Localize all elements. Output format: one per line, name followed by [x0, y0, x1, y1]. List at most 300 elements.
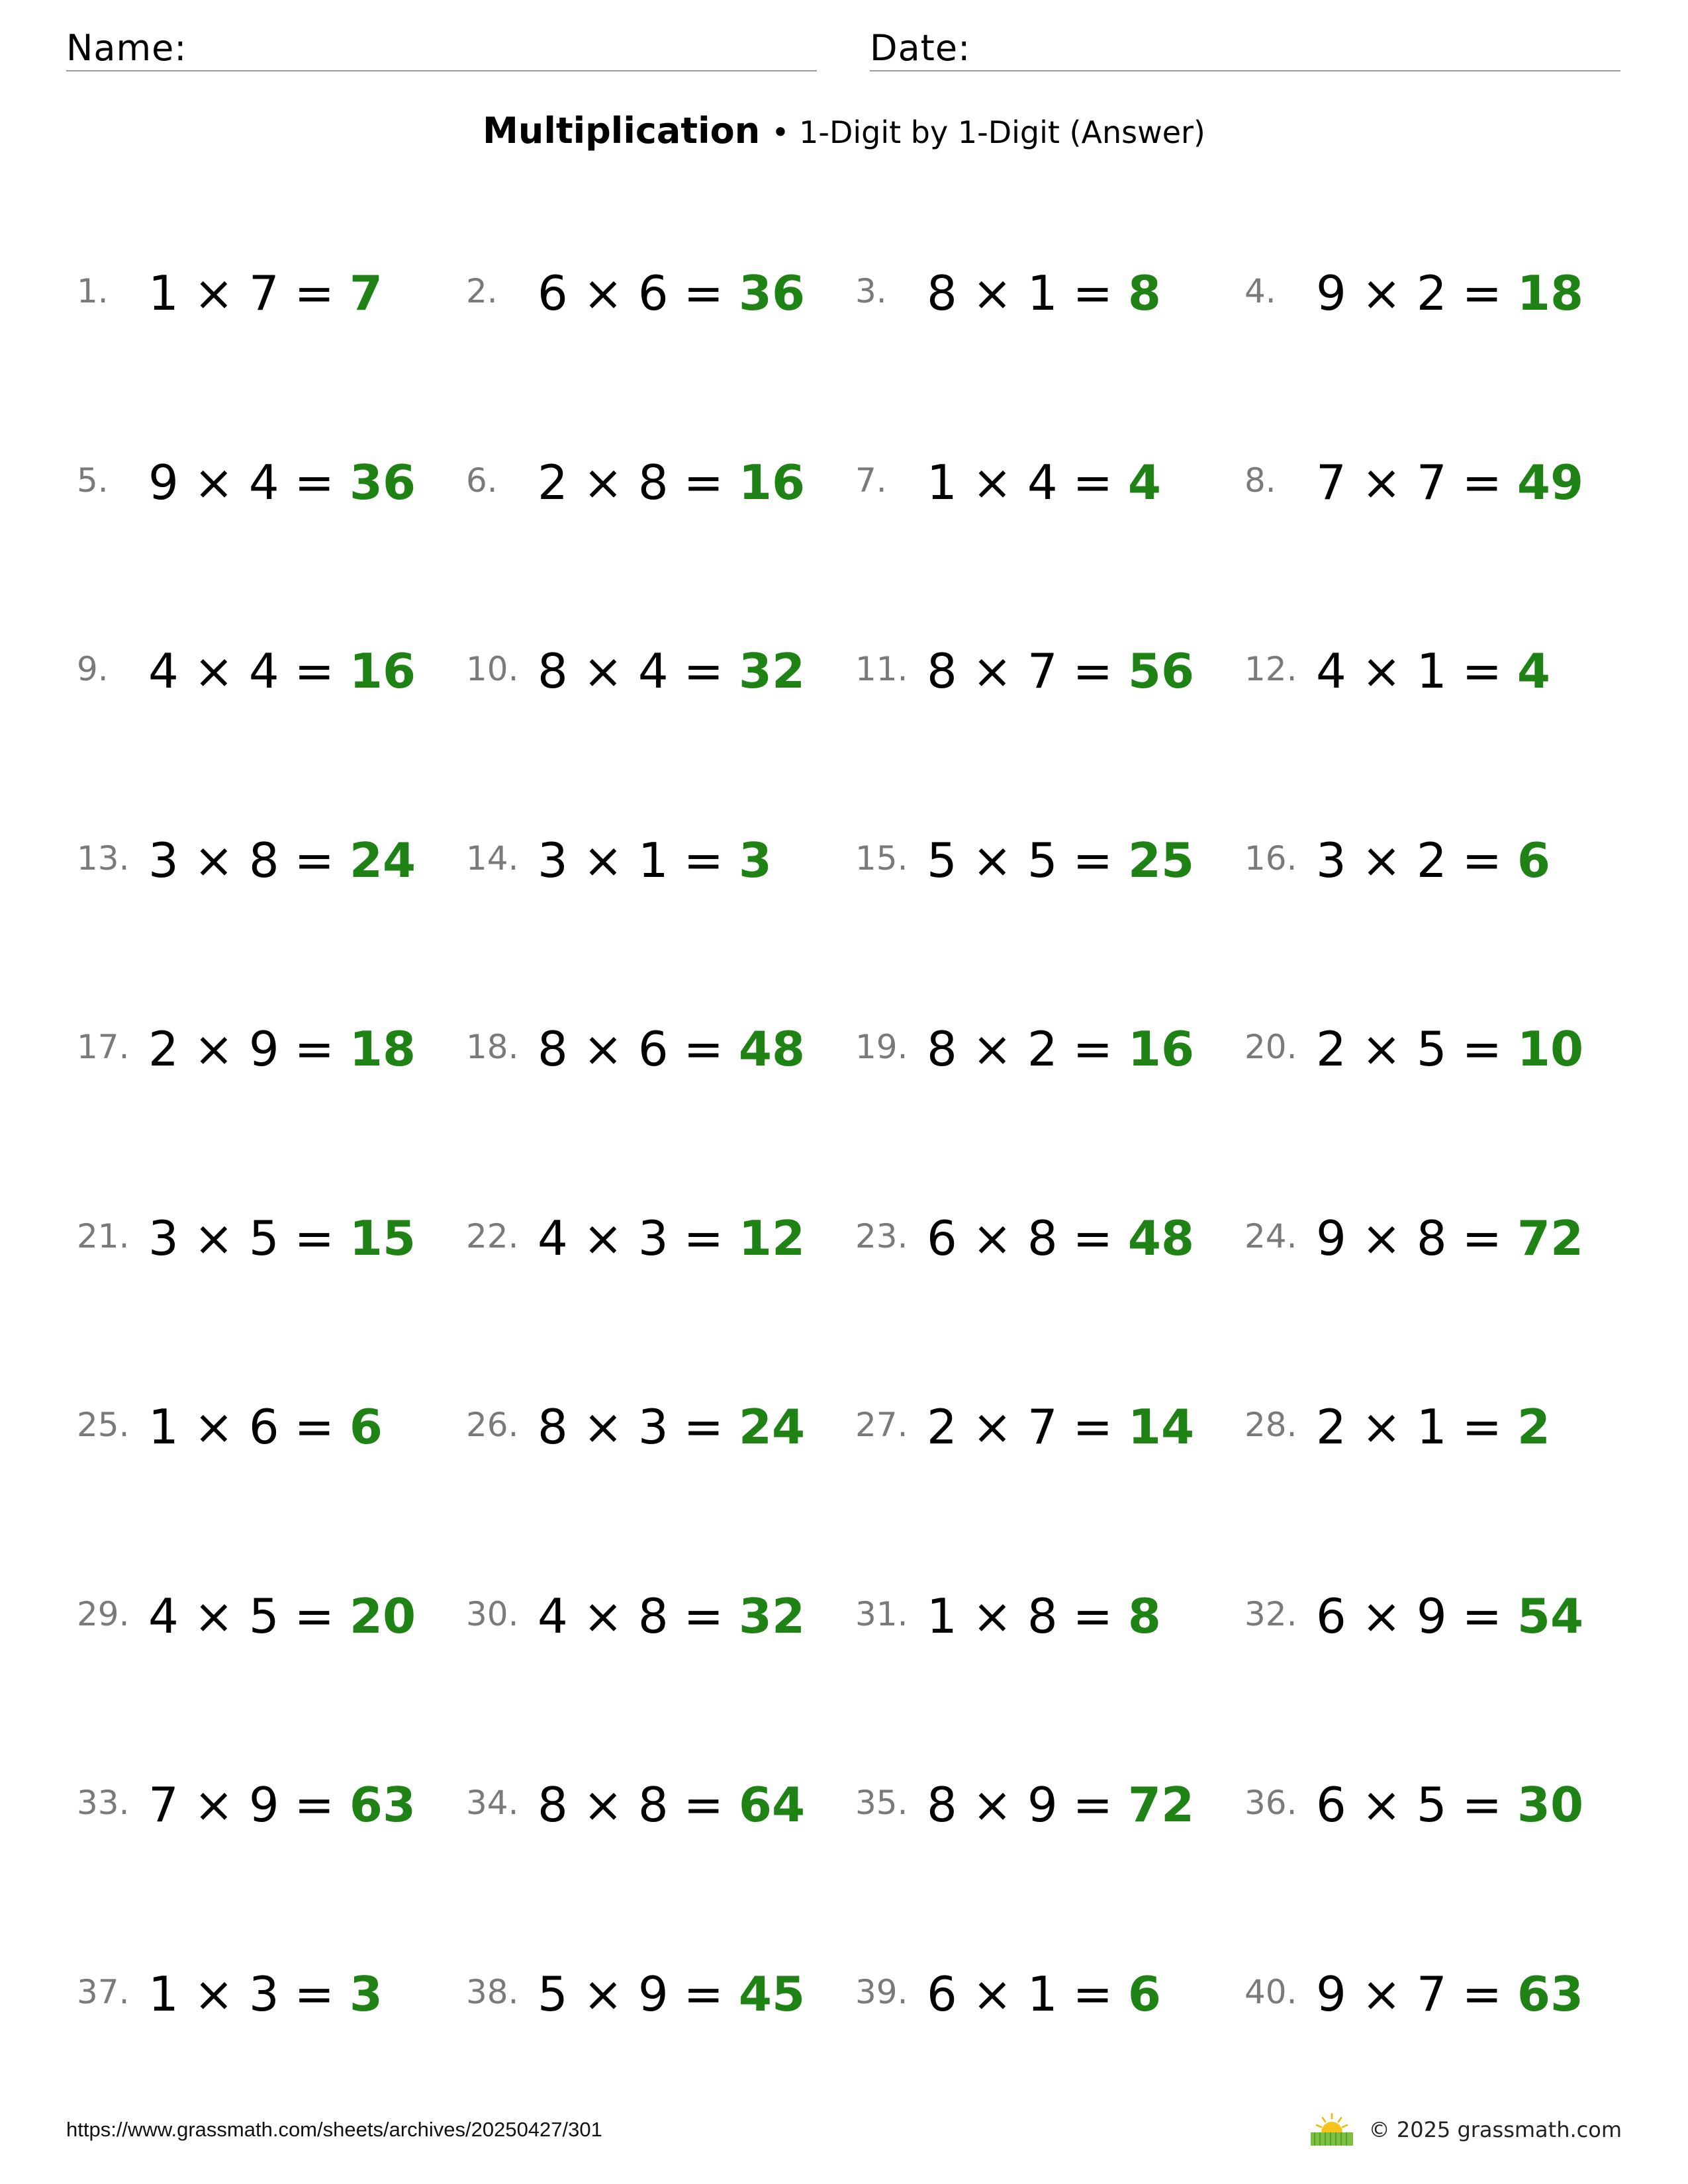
problem-number: 6. [466, 461, 498, 500]
date-label: Date: [870, 27, 971, 69]
equals-sign: = [683, 643, 724, 699]
times-sign: × [193, 1399, 234, 1455]
problem-number: 21. [77, 1217, 130, 1255]
operand-a: 1 [148, 1399, 179, 1455]
operand-b: 5 [248, 1210, 279, 1266]
operand-a: 1 [927, 1588, 957, 1644]
equals-sign: = [294, 1210, 334, 1266]
operand-b: 6 [637, 1021, 669, 1077]
operand-b: 8 [637, 1588, 669, 1644]
operand-a: 6 [1316, 1588, 1346, 1644]
problem-number: 13. [77, 839, 130, 878]
equals-sign: = [683, 1966, 724, 2022]
equals-sign: = [294, 643, 334, 699]
times-sign: × [972, 1588, 1013, 1644]
answer: 7 [349, 265, 383, 321]
answer: 6 [1127, 1966, 1161, 2022]
operand-b: 4 [248, 455, 279, 510]
times-sign: × [972, 1966, 1013, 2022]
times-sign: × [583, 455, 624, 510]
operand-b: 5 [1027, 833, 1058, 888]
problem-item [855, 446, 1226, 519]
problem-item [1244, 1390, 1615, 1463]
answer: 8 [1127, 1588, 1161, 1644]
operand-a: 6 [1316, 1777, 1346, 1833]
problem-item [466, 635, 837, 707]
answer: 4 [1517, 643, 1550, 699]
operand-a: 3 [1316, 833, 1346, 888]
operand-a: 4 [1316, 643, 1346, 699]
operand-b: 9 [1027, 1777, 1058, 1833]
problem-expression [538, 1958, 805, 2030]
problem-expression [927, 1390, 1194, 1463]
operand-a: 8 [927, 1777, 957, 1833]
operand-a: 6 [538, 265, 568, 321]
operand-b: 9 [1416, 1588, 1447, 1644]
problem-expression [148, 1202, 416, 1275]
problem-expression [1316, 635, 1550, 707]
operand-b: 7 [1027, 643, 1058, 699]
operand-a: 8 [538, 643, 568, 699]
times-sign: × [583, 1021, 624, 1077]
problem-item [466, 1768, 837, 1841]
title-subtitle: • 1-Digit by 1-Digit (Answer) [771, 114, 1205, 150]
times-sign: × [583, 833, 624, 888]
times-sign: × [1361, 1021, 1402, 1077]
answer: 20 [349, 1588, 416, 1644]
problem-expression [927, 1580, 1161, 1653]
problem-number: 39. [855, 1973, 908, 2011]
problem-item [1244, 1202, 1615, 1275]
times-sign: × [972, 1021, 1013, 1077]
operand-b: 1 [1027, 265, 1058, 321]
equals-sign: = [1462, 1021, 1502, 1077]
operand-a: 8 [538, 1777, 568, 1833]
problem-item [77, 1390, 447, 1463]
times-sign: × [193, 1966, 234, 2022]
equals-sign: = [1072, 265, 1113, 321]
problem-item [466, 824, 837, 897]
operand-a: 8 [927, 1021, 957, 1077]
problem-item [1244, 635, 1615, 707]
times-sign: × [193, 833, 234, 888]
operand-a: 8 [927, 265, 957, 321]
title-main: Multiplication [483, 110, 761, 152]
problem-number: 20. [1244, 1028, 1297, 1066]
problem-number: 9. [77, 650, 109, 688]
times-sign: × [972, 643, 1013, 699]
answer: 72 [1127, 1777, 1195, 1833]
problem-number: 32. [1244, 1595, 1297, 1633]
problem-item [855, 824, 1226, 897]
problem-expression [148, 635, 416, 707]
operand-b: 2 [1416, 833, 1447, 888]
problem-item [855, 635, 1226, 707]
answer: 54 [1517, 1588, 1584, 1644]
problem-expression [538, 635, 805, 707]
equals-sign: = [294, 1399, 334, 1455]
operand-b: 5 [1416, 1777, 1447, 1833]
problem-item [77, 1768, 447, 1841]
problem-number: 30. [466, 1595, 519, 1633]
operand-a: 2 [1316, 1021, 1346, 1077]
problem-number: 10. [466, 650, 519, 688]
times-sign: × [1361, 1210, 1402, 1266]
problem-number: 19. [855, 1028, 908, 1066]
problem-expression [538, 257, 805, 330]
times-sign: × [972, 1399, 1013, 1455]
problem-number: 14. [466, 839, 519, 878]
equals-sign: = [1462, 455, 1502, 510]
answer: 2 [1517, 1399, 1550, 1455]
problem-expression [148, 1013, 416, 1085]
answer: 3 [738, 833, 772, 888]
answer: 6 [1517, 833, 1550, 888]
answer: 48 [1127, 1210, 1195, 1266]
problem-expression [538, 1013, 805, 1085]
equals-sign: = [294, 833, 334, 888]
answer: 6 [349, 1399, 383, 1455]
problem-item [466, 1390, 837, 1463]
problem-number: 25. [77, 1406, 130, 1444]
equals-sign: = [1462, 1399, 1502, 1455]
operand-a: 2 [927, 1399, 957, 1455]
problem-item [77, 1202, 447, 1275]
problem-expression [1316, 1958, 1583, 2030]
times-sign: × [193, 643, 234, 699]
problem-number: 12. [1244, 650, 1297, 688]
problem-expression [1316, 257, 1583, 330]
problem-item [466, 1580, 837, 1653]
times-sign: × [972, 833, 1013, 888]
operand-a: 6 [927, 1966, 957, 2022]
operand-a: 8 [538, 1399, 568, 1455]
equals-sign: = [1072, 455, 1113, 510]
equals-sign: = [683, 265, 724, 321]
operand-b: 7 [1416, 1966, 1447, 2022]
times-sign: × [583, 1399, 624, 1455]
answer: 36 [738, 265, 806, 321]
equals-sign: = [683, 1021, 724, 1077]
problem-item [1244, 1013, 1615, 1085]
problem-expression [538, 1390, 805, 1463]
times-sign: × [193, 265, 234, 321]
problem-number: 38. [466, 1973, 519, 2011]
operand-b: 9 [248, 1777, 279, 1833]
problem-item [1244, 1958, 1615, 2030]
operand-b: 8 [1416, 1210, 1447, 1266]
problem-item [77, 1958, 447, 2030]
times-sign: × [1361, 643, 1402, 699]
times-sign: × [972, 1210, 1013, 1266]
times-sign: × [193, 1588, 234, 1644]
equals-sign: = [1462, 643, 1502, 699]
problem-item [466, 1958, 837, 2030]
operand-a: 9 [1316, 1966, 1346, 2022]
problem-item [855, 1580, 1226, 1653]
answer: 36 [349, 455, 416, 510]
equals-sign: = [1072, 1021, 1113, 1077]
problem-number: 36. [1244, 1784, 1297, 1822]
operand-a: 1 [927, 455, 957, 510]
operand-b: 6 [637, 265, 669, 321]
operand-b: 7 [248, 265, 279, 321]
operand-a: 4 [538, 1588, 568, 1644]
operand-a: 3 [538, 833, 568, 888]
operand-b: 5 [248, 1588, 279, 1644]
operand-b: 1 [1416, 1399, 1447, 1455]
equals-sign: = [1072, 1777, 1113, 1833]
answer: 12 [738, 1210, 806, 1266]
problem-expression [538, 1202, 805, 1275]
operand-a: 5 [538, 1966, 568, 2022]
times-sign: × [972, 455, 1013, 510]
answer: 18 [1517, 265, 1584, 321]
problem-number: 27. [855, 1406, 908, 1444]
problem-number: 4. [1244, 272, 1276, 310]
times-sign: × [583, 265, 624, 321]
operand-a: 8 [927, 643, 957, 699]
problem-item [77, 446, 447, 519]
operand-b: 1 [1416, 643, 1447, 699]
operand-b: 7 [1416, 455, 1447, 510]
equals-sign: = [294, 1966, 334, 2022]
operand-b: 7 [1027, 1399, 1058, 1455]
equals-sign: = [683, 833, 724, 888]
times-sign: × [1361, 1399, 1402, 1455]
operand-b: 3 [248, 1966, 279, 2022]
problem-number: 26. [466, 1406, 519, 1444]
operand-b: 8 [1027, 1588, 1058, 1644]
problem-item [855, 1768, 1226, 1841]
operand-a: 1 [148, 265, 179, 321]
problem-expression [927, 635, 1194, 707]
equals-sign: = [1072, 833, 1113, 888]
problem-expression [927, 1202, 1194, 1275]
problem-expression [1316, 1390, 1550, 1463]
operand-b: 3 [637, 1210, 669, 1266]
problem-item [855, 1958, 1226, 2030]
answer: 63 [349, 1777, 416, 1833]
times-sign: × [583, 1966, 624, 2022]
problem-number: 3. [855, 272, 887, 310]
problem-expression [538, 824, 772, 897]
times-sign: × [972, 265, 1013, 321]
equals-sign: = [1072, 1966, 1113, 2022]
equals-sign: = [1072, 1210, 1113, 1266]
problem-expression [148, 1580, 416, 1653]
times-sign: × [193, 455, 234, 510]
problem-item [855, 1013, 1226, 1085]
problem-item [466, 1202, 837, 1275]
problem-item [77, 1013, 447, 1085]
times-sign: × [1361, 265, 1402, 321]
equals-sign: = [294, 455, 334, 510]
answer: 49 [1517, 455, 1584, 510]
answer: 24 [349, 833, 416, 888]
problem-number: 8. [1244, 461, 1276, 500]
problem-expression [927, 1958, 1161, 2030]
operand-b: 4 [1027, 455, 1058, 510]
answer: 48 [738, 1021, 806, 1077]
problem-item [77, 257, 447, 330]
equals-sign: = [1462, 1588, 1502, 1644]
operand-a: 6 [927, 1210, 957, 1266]
answer: 16 [738, 455, 806, 510]
problem-expression [148, 257, 383, 330]
problem-expression [927, 1768, 1194, 1841]
problem-item [1244, 257, 1615, 330]
problem-expression [927, 257, 1161, 330]
times-sign: × [583, 1777, 624, 1833]
equals-sign: = [294, 1588, 334, 1644]
operand-a: 7 [148, 1777, 179, 1833]
operand-a: 2 [148, 1021, 179, 1077]
problem-number: 18. [466, 1028, 519, 1066]
problem-item [1244, 1580, 1615, 1653]
operand-a: 2 [538, 455, 568, 510]
equals-sign: = [683, 1588, 724, 1644]
problem-item [77, 635, 447, 707]
equals-sign: = [1462, 833, 1502, 888]
problem-item [855, 1390, 1226, 1463]
answer: 32 [738, 1588, 806, 1644]
answer: 4 [1127, 455, 1161, 510]
operand-a: 4 [538, 1210, 568, 1266]
equals-sign: = [1462, 1210, 1502, 1266]
equals-sign: = [1072, 1588, 1113, 1644]
equals-sign: = [683, 1777, 724, 1833]
times-sign: × [193, 1210, 234, 1266]
answer: 16 [1127, 1021, 1195, 1077]
operand-b: 3 [637, 1399, 669, 1455]
equals-sign: = [1072, 1399, 1113, 1455]
times-sign: × [1361, 455, 1402, 510]
footer-url: https://www.grassmath.com/sheets/archives/20250427/301 [66, 2118, 602, 2141]
problem-number: 31. [855, 1595, 908, 1633]
equals-sign: = [683, 455, 724, 510]
problem-expression [148, 1768, 416, 1841]
operand-b: 5 [1416, 1021, 1447, 1077]
problem-expression [1316, 1202, 1583, 1275]
answer: 72 [1517, 1210, 1584, 1266]
footer-copyright: © 2025 grassmath.com [1368, 2117, 1622, 2142]
problem-item [855, 257, 1226, 330]
equals-sign: = [1462, 1966, 1502, 2022]
answer: 3 [349, 1966, 383, 2022]
problem-item [1244, 1768, 1615, 1841]
operand-b: 1 [1027, 1966, 1058, 2022]
problem-number: 28. [1244, 1406, 1297, 1444]
problem-item [77, 1580, 447, 1653]
problem-expression [927, 824, 1194, 897]
problem-expression [148, 446, 416, 519]
problem-expression [1316, 1580, 1583, 1653]
problem-number: 11. [855, 650, 908, 688]
problem-item [466, 257, 837, 330]
answer: 10 [1517, 1021, 1584, 1077]
operand-a: 7 [1316, 455, 1346, 510]
equals-sign: = [1462, 265, 1502, 321]
problem-item [1244, 446, 1615, 519]
operand-a: 4 [148, 643, 179, 699]
problem-number: 24. [1244, 1217, 1297, 1255]
problem-expression [927, 1013, 1194, 1085]
problem-number: 5. [77, 461, 109, 500]
operand-b: 9 [637, 1966, 669, 2022]
answer: 18 [349, 1021, 416, 1077]
problem-number: 17. [77, 1028, 130, 1066]
answer: 24 [738, 1399, 806, 1455]
times-sign: × [583, 643, 624, 699]
problem-expression [1316, 1013, 1583, 1085]
problem-expression [1316, 824, 1550, 897]
problem-number: 37. [77, 1973, 130, 2011]
equals-sign: = [294, 1021, 334, 1077]
times-sign: × [583, 1210, 624, 1266]
operand-b: 8 [637, 1777, 669, 1833]
times-sign: × [1361, 1966, 1402, 2022]
problem-item [77, 824, 447, 897]
operand-b: 4 [248, 643, 279, 699]
grass-sun-logo-icon [1309, 2113, 1354, 2147]
problem-number: 33. [77, 1784, 130, 1822]
operand-b: 8 [248, 833, 279, 888]
operand-b: 2 [1027, 1021, 1058, 1077]
problem-item [855, 1202, 1226, 1275]
equals-sign: = [1462, 1777, 1502, 1833]
problem-item [1244, 824, 1615, 897]
times-sign: × [193, 1021, 234, 1077]
operand-b: 9 [248, 1021, 279, 1077]
operand-a: 9 [148, 455, 179, 510]
operand-a: 5 [927, 833, 957, 888]
problem-expression [1316, 1768, 1583, 1841]
problem-expression [538, 1768, 805, 1841]
answer: 64 [738, 1777, 806, 1833]
problem-number: 22. [466, 1217, 519, 1255]
problem-number: 29. [77, 1595, 130, 1633]
answer: 45 [738, 1966, 806, 2022]
problem-expression [148, 824, 416, 897]
operand-a: 3 [148, 1210, 179, 1266]
problem-expression [538, 446, 805, 519]
equals-sign: = [1072, 643, 1113, 699]
operand-b: 8 [637, 455, 669, 510]
operand-a: 9 [1316, 1210, 1346, 1266]
problem-expression [1316, 446, 1583, 519]
problem-item [466, 446, 837, 519]
operand-b: 2 [1416, 265, 1447, 321]
times-sign: × [583, 1588, 624, 1644]
times-sign: × [1361, 1588, 1402, 1644]
operand-b: 1 [637, 833, 669, 888]
problem-number: 34. [466, 1784, 519, 1822]
equals-sign: = [683, 1399, 724, 1455]
name-label: Name: [66, 27, 187, 69]
operand-a: 2 [1316, 1399, 1346, 1455]
problem-number: 23. [855, 1217, 908, 1255]
answer: 15 [349, 1210, 416, 1266]
problem-item [466, 1013, 837, 1085]
equals-sign: = [683, 1210, 724, 1266]
answer: 25 [1127, 833, 1195, 888]
answer: 16 [349, 643, 416, 699]
problem-number: 16. [1244, 839, 1297, 878]
answer: 32 [738, 643, 806, 699]
problem-expression [927, 446, 1161, 519]
problem-number: 2. [466, 272, 498, 310]
